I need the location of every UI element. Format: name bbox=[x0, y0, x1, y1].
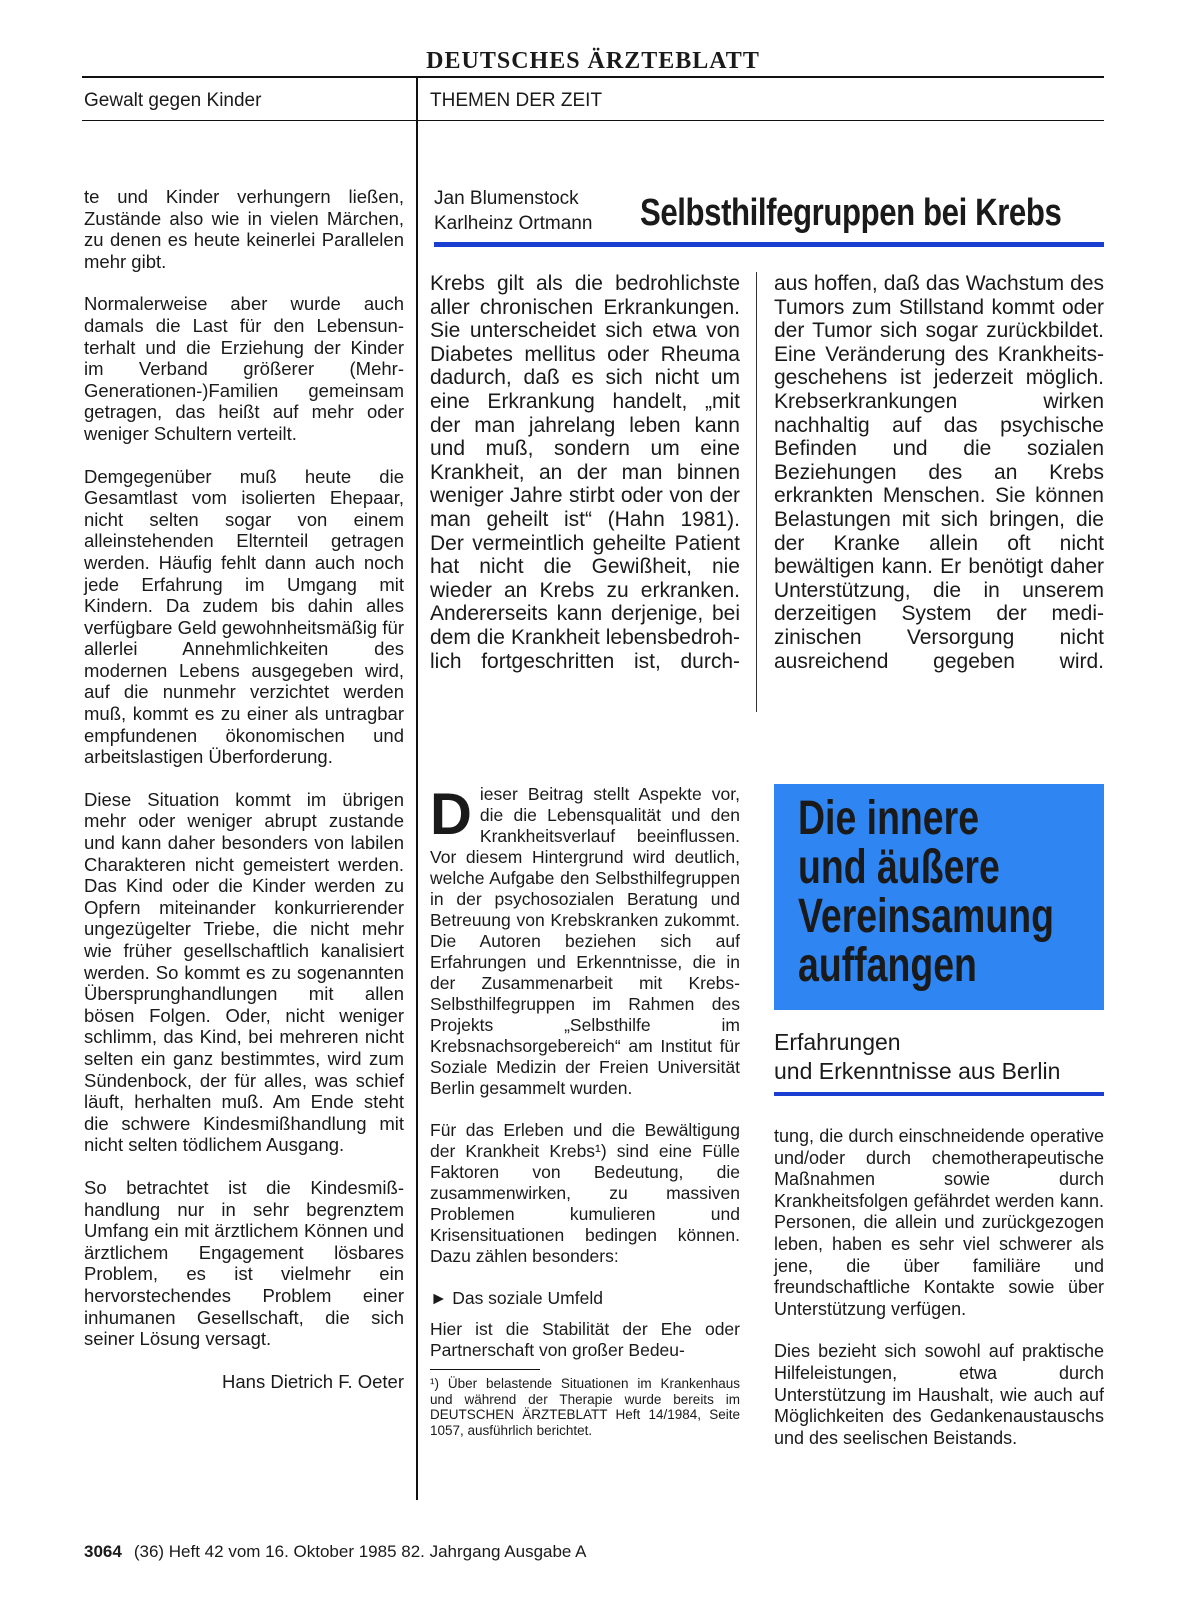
paragraph: Demgegenüber muß heute die Gesamtlast vom isolierten Ehepaar, nicht selten sogar von einem alleinstehenden Elternteil getragen werden. Häufig fehlt dann auch noch jede Erfahrung im Umgang mit Kindern. Da zudem bis dahin alles verfügbare Geld gewohnheitsmäßig für allerlei Annehmlichkeiten des modernen Lebens ausgegeben wird, auf die nunmehr verzichtet werden muß, kommt es zu einer als untragbar empfundenen ökonomischen und arbeitslastigen Überforderung. bbox=[84, 465, 404, 768]
masthead-rule bbox=[82, 76, 1104, 78]
highlight-title bbox=[798, 794, 1054, 990]
subtitle-line: Erfahrungen bbox=[774, 1029, 901, 1055]
page-footer bbox=[84, 1542, 587, 1562]
lead-left bbox=[430, 272, 740, 673]
section-rule bbox=[82, 120, 1104, 121]
bullet-item bbox=[430, 1288, 740, 1309]
lead-divider bbox=[756, 272, 757, 712]
paragraph: Normalerweise aber wurde auch damals die Last für den Lebensunterhalt und die Erziehung der Kinder im Verband größerer (Mehr-Generationen-)Familien gemeinsam getragen, das heißt auf mehr oder weniger Schultern verteilt. bbox=[84, 293, 404, 444]
footnote: ¹) Über belastende Situationen im Krankenhaus und während der Therapie wurde bereits im DEUTSCHEN ÄRZTEBLATT Heft 14/1984, Seite 1057, ausführlich berichtet. bbox=[430, 1376, 740, 1438]
paragraph: So betrachtet ist die Kindesmißhandlung nur in sehr begrenztem Umfang ein mit ärztlichem Können und ärztlichem Engagement lösbares Problem, es ist vielmehr ein hervorstechendes Problem einer inhumanen Gesellschaft, die sich seiner Lösung versagt. bbox=[84, 1176, 404, 1350]
issue-info: (36) Heft 42 vom 16. Oktober 1985 82. Jahrgang Ausgabe A bbox=[133, 1542, 587, 1561]
author-name: Jan Blumenstock bbox=[434, 188, 579, 209]
lead-paragraph: Krebs gilt als die bedrohlichste aller chronischen Erkrankungen. Sie unterscheidet sich etwa von Diabetes mellitus oder Rheuma dadurch, daß es sich nicht um eine Erkrankung handelt, „mit der man jahrelang leben kann und muß, sondern um eine Krankheit, an der man binnen weniger Jahre stirbt oder von der man geheilt ist“ (Hahn 1981). Der vermeintlich geheilte Patient hat nicht die Gewißheit, nie wieder an Krebs zu erkranken. Andererseits kann derjenige, bei dem die Krankheit lebensbedrohlich fortgeschritten ist, durch- bbox=[430, 272, 740, 673]
paragraph: Diese Situation kommt im übrigen mehr oder weniger abrupt zustande und kann daher besonders von labilen Charakteren nicht gemeistert werden. Das Kind oder die Kinder werden zu Opfern miteinander konkurrierender ungezügelter Triebe, die nicht mehr wie früher gesellschaftlich kanalisiert werden. So kommt es zu sogenannten Übersprunghandlungen mit allen bösen Folgen. Oder, nicht weniger schlimm, das Kind, bei mehreren nicht selten ein ganz bestimmtes, wird zum Sündenbock, der für alles, was schief läuft, herhalten muß. Am Ende steht die schwere Kindesmißhandlung mit nicht selten tödlichem Ausgang. bbox=[84, 788, 404, 1156]
left-column bbox=[84, 186, 404, 1392]
lead-right bbox=[774, 272, 1104, 673]
bullet-text: Das soziale Umfeld bbox=[452, 1288, 603, 1308]
article-subtitle bbox=[774, 1028, 1060, 1086]
article-body-column bbox=[430, 784, 740, 1438]
lead-paragraph: aus hoffen, daß das Wachstum des Tumors zum Stillstand kommt oder der Tumor sich sogar zurückbildet. Eine Veränderung des Krankheitsgeschehens ist jederzeit möglich. Krebserkrankungen wirken nachhaltig auf das psychische Befinden und die sozialen Beziehungen des an Krebs erkrankten Menschen. Sie können Belastungen mit sich bringen, die der Kranke allein oft nicht bewältigen kann. Er benötigt daher Unterstützung, die in unserem derzeitigen System der medizinischen Versorgung nicht ausreichend gegeben wird. bbox=[774, 272, 1104, 673]
paragraph: te und Kinder verhungern ließen, Zustände also wie in vielen Märchen, zu denen es heute keinerlei Parallelen mehr gibt. bbox=[84, 186, 404, 272]
footnote-rule bbox=[430, 1369, 540, 1370]
page-number: 3064 bbox=[84, 1542, 122, 1561]
article-title: Selbsthilfegruppen bei Krebs bbox=[640, 192, 1062, 234]
subtitle-rule bbox=[774, 1092, 1104, 1096]
paragraph: Hier ist die Stabilität der Ehe oder Partnerschaft von großer Bedeu- bbox=[430, 1319, 740, 1360]
intro-paragraph bbox=[430, 784, 740, 1099]
paragraph: Für das Erleben und die Bewältigung der Krankheit Krebs¹) sind eine Fülle Faktoren von Bedeutung, die zusammenwirken, zu massiven Problemen kumulieren und Krisensituationen bedingen können. Dazu zählen besonders: bbox=[430, 1120, 740, 1266]
triangle-bullet-icon: ► bbox=[430, 1288, 448, 1308]
highlight-line: und äußere bbox=[798, 841, 1000, 894]
article-right-column bbox=[774, 1126, 1104, 1470]
author-signature: Hans Dietrich F. Oeter bbox=[222, 1370, 404, 1392]
dropcap: D bbox=[430, 782, 472, 847]
article-authors bbox=[434, 186, 592, 236]
intro-text: ieser Beitrag stellt Aspekte vor, die die Lebensqualität und den Krankheitsverlauf beeinflussen. Vor diesem Hintergrund wird deutlich, welche Aufgabe den Selbsthilfegruppen in der psychosozialen Beratung und Betreuung von Krebskranken zukommt. Die Autoren beziehen sich auf Erfahrungen und Erkenntnisse, die in der Zusammenarbeit mit Krebs-Selbsthilfegruppen im Rahmen des Projekts „Selbsthilfe im Krebsnachsorgebereich“ am Institut für Soziale Medizin der Freien Universität Berlin gesammelt wurden. bbox=[430, 784, 740, 1098]
highlight-line: Die innere bbox=[798, 792, 980, 845]
subtitle-line: und Erkenntnisse aus Berlin bbox=[774, 1058, 1061, 1084]
title-rule bbox=[434, 242, 1104, 247]
author-name: Karlheinz Ortmann bbox=[434, 213, 593, 234]
paragraph: tung, die durch einschneidende operative und/oder durch chemotherapeutische Maßnahmen sowie durch Krankheitsfolgen gefährdet werden kann. Personen, die allein und zurückgezogen leben, haben es sehr viel schwerer als jene, die über familiäre und freundschaftliche Kontakte sowie über Unterstützung verfügen. bbox=[774, 1126, 1104, 1319]
highlight-line: auffangen bbox=[798, 939, 977, 992]
column-divider bbox=[416, 78, 418, 1500]
masthead: DEUTSCHES ÄRZTEBLATT bbox=[426, 48, 760, 74]
highlight-box bbox=[774, 784, 1104, 1010]
section-label-left: Gewalt gegen Kinder bbox=[84, 90, 262, 111]
paragraph: Dies bezieht sich sowohl auf praktische Hilfeleistungen, etwa durch Unterstützung im Haushalt, wie auch auf Möglichkeiten des Gedankenaustauschs und des seelischen Beistands. bbox=[774, 1341, 1104, 1448]
section-label-right: THEMEN DER ZEIT bbox=[430, 90, 603, 111]
highlight-line: Vereinsamung bbox=[798, 890, 1054, 943]
